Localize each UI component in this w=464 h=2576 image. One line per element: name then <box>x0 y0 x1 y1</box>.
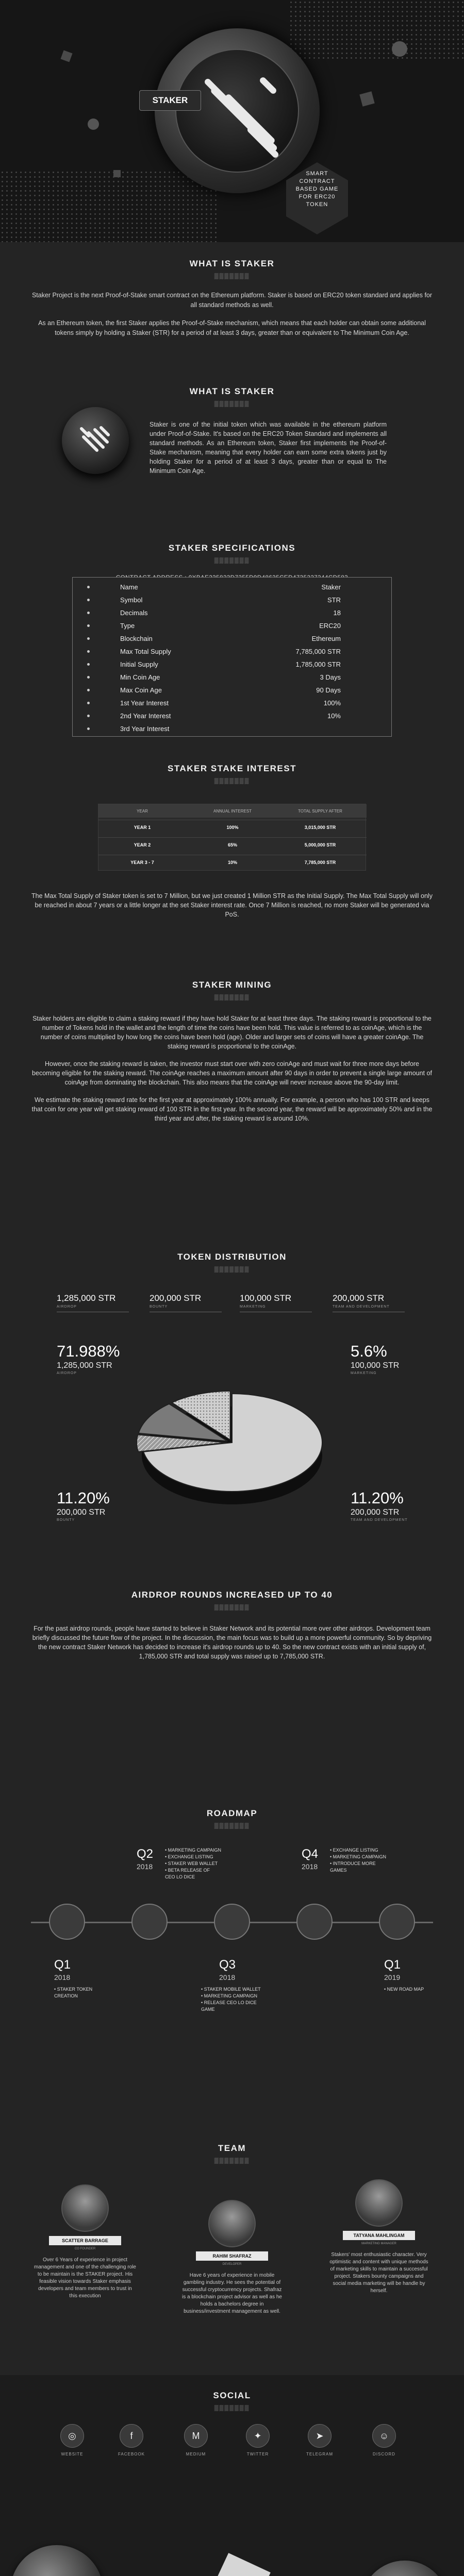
table-cell: 5,000,000 STR <box>304 842 336 848</box>
intro-paragraph: Staker Project is the next Proof-of-Stake smart contract on the Ethereum platform. Staker is based on ERC20 token standard and applies for all standard methods as well. <box>31 292 433 309</box>
bullet-icon <box>87 702 90 704</box>
social-label: TELEGRAM <box>306 2452 333 2456</box>
badge-line: FOR ERC20 <box>299 194 336 200</box>
spec-value: 90 Days <box>316 686 341 694</box>
milestone-item: GAME <box>201 2007 215 2012</box>
table-cell: 3,015,000 STR <box>304 825 336 830</box>
column-header: YEAR <box>137 809 148 814</box>
spec-value: 3 Days <box>320 673 341 681</box>
section-subtitle: ▒▒▒▒▒▒▒ <box>214 994 250 1001</box>
section-subtitle: ▒▒▒▒▒▒▒ <box>214 1823 250 1829</box>
spec-value: 100% <box>323 699 341 707</box>
bullet-icon <box>87 650 90 653</box>
badge-line: TOKEN <box>306 201 328 208</box>
bullet-icon <box>87 727 90 730</box>
member-name: TATYANA MAHLINGAM <box>343 2231 415 2240</box>
spec-value: Staker <box>321 583 341 591</box>
milestone-item: • BETA RELEASE OF <box>165 1868 210 1873</box>
milestone-quarter: Q2 <box>137 1847 154 1861</box>
spec-value: 10% <box>327 712 341 720</box>
table-row <box>98 837 367 854</box>
spec-row <box>73 632 392 645</box>
kpi-amount: 100,000 STR <box>240 1293 292 1303</box>
table-cell: 10% <box>227 860 237 865</box>
milestone-item: • EXCHANGE LISTING <box>330 1848 378 1853</box>
spec-value: ERC20 <box>319 622 341 630</box>
kpi-label: TEAM AND DEVELOPMENT <box>333 1305 390 1309</box>
bullet-icon <box>87 637 90 640</box>
section-title: STAKER STAKE INTEREST <box>168 764 296 773</box>
social-link-medium[interactable] <box>175 2424 217 2456</box>
badge-line: CONTRACT <box>299 178 335 184</box>
milestone-year: 2018 <box>219 1973 236 1981</box>
section-title: AIRDROP ROUNDS INCREASED UP TO 40 <box>131 1590 333 1600</box>
social-label: TWITTER <box>246 2452 269 2456</box>
hero-badge-text <box>286 170 348 209</box>
section-title: ROADMAP <box>206 1808 258 1818</box>
milestone-list <box>54 1986 92 1999</box>
spec-row <box>73 594 392 606</box>
column-header: TOTAL SUPPLY AFTER <box>298 809 342 814</box>
spec-row <box>73 645 392 658</box>
badge-line: SMART <box>306 171 328 177</box>
spec-row <box>73 606 392 619</box>
intro-paragraph: As an Ethereum token, the first Staker applies the Proof-of-Stake mechanism, which means that each holder can obtain some additional tokens simply by holding a Staker (STR) for a period of at least 3 days, greater than or equivalent to The Minimum Coin Age. <box>38 319 426 336</box>
milestone-year: 2019 <box>384 1973 401 1981</box>
globe-icon[interactable]: ◎ <box>60 2424 84 2448</box>
kpi-amount: 200,000 STR <box>150 1293 202 1303</box>
section-title: WHAT IS STAKER <box>189 386 275 396</box>
social-label: FACEBOOK <box>118 2452 145 2456</box>
spec-row <box>73 658 392 671</box>
milestone-list <box>201 1986 261 2013</box>
milestone-item: • MARKETING CAMPAIGN <box>165 1848 221 1853</box>
section-title: TOKEN DISTRIBUTION <box>177 1252 287 1262</box>
airdrop-paragraph: For the past airdrop rounds, people have started to believe in Staker Network and its potential more over other airdrops. Development team briefly discussed the future flow of the project. In the discussion, the main focus was to build up a more powerful community. So by depriving the new contract Staker Network has decided to increase it's airdrop rounds up to 40. So the new contract exists with an initial supply of, 1,785,000 STR and total supply was raised up to 7,785,000 STR. <box>32 1625 432 1660</box>
decor-square <box>113 170 121 177</box>
discord-icon[interactable]: ☺ <box>372 2424 396 2448</box>
member-role: MARKETING MANAGER <box>361 2242 396 2245</box>
milestone-quarter: Q1 <box>54 1958 71 1972</box>
what-is-staker-detail-section <box>0 376 464 536</box>
milestone-item: GAMES <box>330 1868 347 1873</box>
spec-row <box>73 722 392 735</box>
slice-amount-airdrop: 1,285,000 STR <box>57 1361 112 1370</box>
badge-line: BASED GAME <box>295 186 339 192</box>
milestone-list <box>165 1847 221 1880</box>
avatar <box>355 2179 403 2227</box>
milestone-item: • STAKER TOKEN <box>54 1987 93 1992</box>
milestone-icon <box>379 1904 415 1940</box>
dot-pattern <box>289 0 464 62</box>
milestone-quarter: Q4 <box>302 1847 319 1861</box>
spec-key: 1st Year Interest <box>120 699 169 707</box>
stake-interest-section <box>0 752 464 969</box>
decor-dice <box>209 2553 271 2576</box>
milestone-item: • STAKER WEB WALLET <box>165 1861 218 1866</box>
social-link-twitter[interactable] <box>237 2424 278 2456</box>
interest-table <box>98 804 366 871</box>
mining-paragraph: However, once the staking reward is taken, the investor must start over with zero coinAge and must wait for three more days before becoming eligible for the staking reward. The coinAge reaches a maximum amount after 90 days in order to prevent a single large amount of coinAge from dominating the blockchain. This also means that the coinAge will never increase above the 90-day limit. <box>32 1060 432 1086</box>
milestone-item: • MARKETING CAMPAIGN <box>330 1854 386 1859</box>
decor-coin <box>361 2561 449 2576</box>
section-subtitle: ▒▒▒▒▒▒▒ <box>214 557 250 564</box>
milestone-year: 2018 <box>137 1862 153 1871</box>
milestone-year: 2018 <box>54 1973 71 1981</box>
decor-circle <box>88 118 99 130</box>
detail-paragraph: Staker is one of the initial token which was available in the ethereum platform under Proof-of-Stake. It's based on the ERC20 Token Standard and implements all standard methods. As an Ethereum token, Staker first implements the Proof-of-Stake mechanism, meaning that every holder can earn some extra tokens just by holding Staker for a period of at least 3 days, greater than or equal to The Minimum Coin Age. <box>150 421 387 474</box>
table-row <box>98 820 367 836</box>
spec-row <box>73 581 392 594</box>
milestone-item: CREATION <box>54 1993 78 1998</box>
spec-row <box>73 684 392 697</box>
facebook-icon[interactable]: f <box>120 2424 143 2448</box>
slice-label-team: TEAM AND DEVELOPMENT <box>351 1518 408 1522</box>
section-subtitle: ▒▒▒▒▒▒▒ <box>214 401 250 407</box>
member-role: DEVELOPER <box>222 2263 242 2266</box>
avatar <box>61 2184 109 2232</box>
milestone-item: • NEW ROAD MAP <box>384 1987 424 1992</box>
table-cell: YEAR 2 <box>134 842 151 848</box>
slice-amount-bounty: 200,000 STR <box>57 1508 106 1517</box>
section-title: STAKER MINING <box>192 980 272 990</box>
social-section <box>0 2375 464 2576</box>
milestone-item: • INTRODUCE MORE <box>330 1861 376 1866</box>
spec-value: 18 <box>333 609 341 617</box>
section-subtitle: ▒▒▒▒▒▒▒ <box>214 1604 250 1611</box>
milestone-item: • EXCHANGE LISTING <box>165 1854 213 1859</box>
mining-paragraph: We estimate the staking reward rate for the first year at approximately 100% annually. For example, a person who has 100 STR and keeps that coin for one year will get staking reward of 100 STR in the first year. In the second year, the reward will be approximately 50% and in the third year and after, the staking reward is around 10%. <box>31 1096 433 1122</box>
bullet-icon <box>87 612 90 614</box>
milestone-list <box>330 1847 386 1874</box>
social-label: DISCORD <box>373 2452 395 2456</box>
kpi-label: BOUNTY <box>150 1305 168 1309</box>
milestone-quarter: Q3 <box>219 1958 236 1972</box>
spec-value: 7,785,000 STR <box>295 648 341 655</box>
spec-key: Blockchain <box>120 635 153 642</box>
column-header: ANNUAL INTEREST <box>213 809 252 814</box>
table-row <box>98 855 367 871</box>
interest-paragraph: The Max Total Supply of Staker token is set to 7 Million, but we just created 1 Million STR as the Initial Supply. The Max Total Supply will only be reached in about 7 years or a little longer at the set Staker interest rate. Once 7 Million is reached, no more Staker will be generated via PoS. <box>31 892 433 918</box>
milestone-item: • STAKER MOBILE WALLET <box>201 1987 261 1992</box>
token-distribution-section <box>0 1242 464 1571</box>
spec-key: Max Coin Age <box>120 686 162 694</box>
decor-square <box>60 50 72 62</box>
spec-key: Type <box>120 622 135 630</box>
table-cell: 65% <box>227 842 237 848</box>
member-bio: Stakers' most enthusiastic character. Very optimistic and content with unique methods of marketing skills to maintain a successful project. Stakers bounty campaigns and social media marketing will be handle by herself. <box>329 2252 428 2294</box>
spec-key: Initial Supply <box>120 660 158 668</box>
section-title: TEAM <box>218 2143 246 2153</box>
spec-key: Min Coin Age <box>120 673 160 681</box>
decor-coin <box>10 2545 103 2576</box>
milestone-icon <box>214 1904 250 1940</box>
social-link-discord[interactable] <box>363 2424 405 2456</box>
section-title: STAKER SPECIFICATIONS <box>168 543 296 553</box>
kpi-label: MARKETING <box>240 1305 266 1309</box>
social-label: WEBSITE <box>61 2452 84 2456</box>
section-subtitle: ▒▒▒▒▒▒▒ <box>214 2405 250 2411</box>
mining-paragraph: Staker holders are eligible to claim a staking reward if they have hold Staker for at least three days. The staking reward is proportional to the number of Tokens hold in the wallet and the length of time the coins have been hold. This value is referred to as coinAge, which is the number of coins multiplied by how long the coins have been hold (age). Older and larger sets of coins will have a greater coinAge. The staking reward is proportional to the coinAge. <box>32 1015 432 1050</box>
spec-key: Name <box>120 583 138 591</box>
kpi-airdrop <box>57 1293 134 1312</box>
milestone-year: 2018 <box>302 1862 318 1871</box>
table-cell: 100% <box>226 825 239 830</box>
medium-icon[interactable]: M <box>184 2424 208 2448</box>
specifications-table <box>72 577 392 737</box>
spec-row <box>73 709 392 722</box>
spec-key: 2nd Year Interest <box>120 712 171 720</box>
bullet-icon <box>87 586 90 588</box>
kpi-marketing <box>240 1293 317 1312</box>
milestone-list <box>384 1986 424 1993</box>
staker-logo-icon <box>76 421 114 460</box>
member-bio: Over 6 Years of experience in project management and one of the challenging role to be maintain is the STAKER project. His feasible vision towards Staker emphasis developers and team members to trust in this execution <box>34 2257 136 2299</box>
member-bio: Have 6 years of experience in mobile gambling industry. He sees the potential of successful cryptocurrency projects. Shafraz is a blockchain project advisor as well as he holds a bachelors degree in business/investment management as well. <box>182 2273 282 2314</box>
kpi-team <box>333 1293 410 1312</box>
slice-percent-team: 11.20% <box>351 1489 404 1507</box>
team-section <box>0 2128 464 2375</box>
spec-key: 3rd Year Interest <box>120 725 170 733</box>
social-link-website[interactable] <box>52 2424 93 2456</box>
section-subtitle: ▒▒▒▒▒▒▒ <box>214 2158 250 2164</box>
spec-row <box>73 619 392 632</box>
milestone-icon <box>49 1904 85 1940</box>
token-pie-chart <box>134 1360 330 1525</box>
social-link-facebook[interactable] <box>111 2424 152 2456</box>
milestone-quarter: Q1 <box>384 1958 401 1972</box>
decor-circle <box>392 41 407 57</box>
decor-square <box>359 91 374 106</box>
section-title: WHAT IS STAKER <box>189 259 275 268</box>
slice-label-airdrop: AIRDROP <box>57 1371 77 1375</box>
spec-key: Decimals <box>120 609 148 617</box>
spec-value: STR <box>327 596 341 604</box>
table-cell: YEAR 1 <box>134 825 151 830</box>
milestone-icon <box>296 1904 333 1940</box>
bullet-icon <box>87 689 90 691</box>
telegram-icon[interactable]: ➤ <box>308 2424 332 2448</box>
milestone-item: • MARKETING CAMPAIGN <box>201 1993 257 1998</box>
milestone-item: CEO LO DICE <box>165 1874 195 1879</box>
spec-value: 1,785,000 STR <box>295 660 341 668</box>
slice-percent-bounty: 11.20% <box>57 1489 110 1507</box>
slice-label-bounty: BOUNTY <box>57 1518 75 1522</box>
specifications-section <box>0 536 464 752</box>
kpi-label: AIRDROP <box>57 1305 77 1309</box>
table-cell: 7,785,000 STR <box>304 860 336 865</box>
member-role: CO FOUNDER <box>74 2247 96 2250</box>
slice-percent-marketing: 5.6% <box>351 1342 387 1360</box>
social-label: MEDIUM <box>186 2452 206 2456</box>
bullet-icon <box>87 676 90 679</box>
slice-percent-airdrop: 71.988% <box>57 1342 120 1360</box>
slice-amount-team: 200,000 STR <box>351 1508 400 1517</box>
spec-row <box>73 697 392 709</box>
airdrop-section <box>0 1571 464 1788</box>
social-link-telegram[interactable] <box>299 2424 340 2456</box>
spec-key: Symbol <box>120 596 143 604</box>
spec-value: Ethereum <box>311 635 341 642</box>
bullet-icon <box>87 715 90 717</box>
roadmap-section <box>0 1788 464 2128</box>
milestone-icon <box>131 1904 168 1940</box>
bullet-icon <box>87 663 90 666</box>
hero-logo-text: STAKER <box>139 90 201 111</box>
member-name: RAHIM SHAFRAZ <box>196 2251 268 2261</box>
bullet-icon <box>87 624 90 627</box>
section-subtitle: ▒▒▒▒▒▒▒ <box>214 1266 250 1273</box>
section-title: SOCIAL <box>213 2391 251 2400</box>
slice-label-marketing: MARKETING <box>351 1371 377 1375</box>
table-header <box>98 804 367 818</box>
slice-amount-marketing: 100,000 STR <box>351 1361 400 1370</box>
twitter-icon[interactable]: ✦ <box>246 2424 270 2448</box>
table-cell: YEAR 3 - 7 <box>130 860 154 865</box>
dot-pattern <box>0 170 217 242</box>
section-subtitle: ▒▒▒▒▒▒▒ <box>214 778 250 784</box>
avatar <box>208 2200 256 2247</box>
spec-row <box>73 671 392 684</box>
member-name: SCATTER BARRAGE <box>49 2236 121 2245</box>
staker-mining-section <box>0 969 464 1242</box>
spec-key: Max Total Supply <box>120 648 171 655</box>
section-subtitle: ▒▒▒▒▒▒▒ <box>214 273 250 279</box>
kpi-amount: 1,285,000 STR <box>57 1293 116 1303</box>
what-is-staker-section <box>0 242 464 376</box>
kpi-amount: 200,000 STR <box>333 1293 385 1303</box>
milestone-item: • RELEASE CEO LO DICE <box>201 2000 257 2005</box>
hero-banner <box>0 0 464 242</box>
bullet-icon <box>87 599 90 601</box>
kpi-bounty <box>150 1293 227 1312</box>
